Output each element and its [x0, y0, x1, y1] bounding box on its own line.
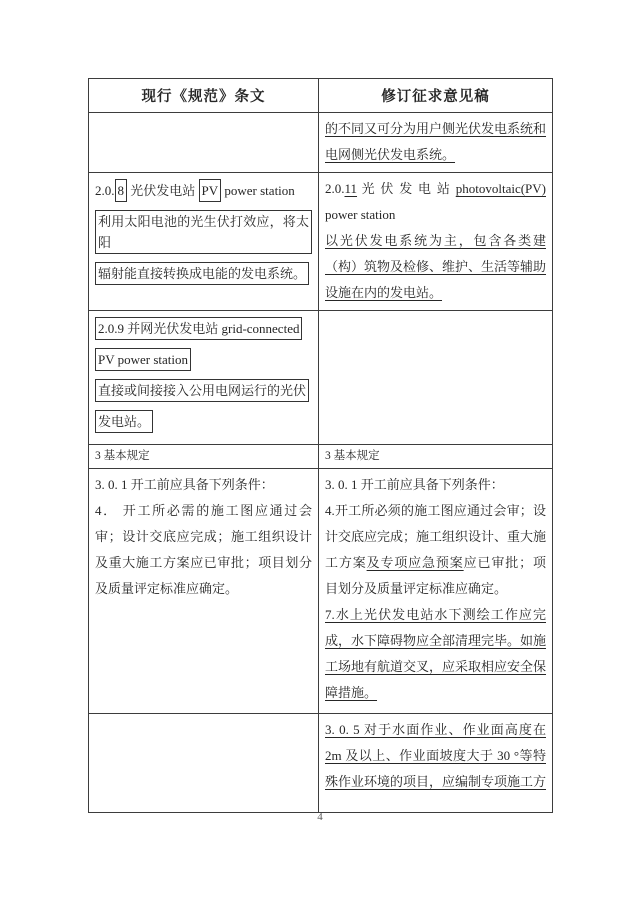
- right-cell: [319, 469, 553, 714]
- paragraph: [95, 409, 312, 435]
- paragraph: [325, 228, 546, 306]
- paragraph: [95, 261, 312, 287]
- inserted-text-run: 以光伏发电系统为主，包含各类建（构）筑物及检修、维护、生活等辅助设施在内的发电站。: [325, 233, 547, 300]
- text-run: 2.0.: [95, 183, 115, 198]
- right-cell: [319, 714, 553, 813]
- paragraph: [95, 378, 312, 404]
- paragraph: [325, 602, 546, 706]
- paragraph: [325, 176, 546, 228]
- inserted-text-run: 7.水上光伏发电站水下测绘工作应完成，水下障碍物应全部清理完毕。如施工场地有航道交叉，应采取相应安全保障措施。: [325, 607, 547, 700]
- deleted-text-run: 直接或间接接入公用电网运行的光伏: [95, 379, 309, 402]
- text-run: 3 基本规定: [325, 450, 380, 462]
- table-row: [89, 311, 553, 445]
- comparison-table: [88, 78, 553, 813]
- deleted-text-run: PV power station: [95, 348, 191, 371]
- table-row: [89, 445, 553, 469]
- right-cell: [319, 173, 553, 311]
- text-run: 3 基本规定: [95, 450, 150, 462]
- inserted-text-run: 的不同又可分为用户侧光伏发电系统和电网侧光伏发电系统。: [325, 121, 547, 162]
- header-current-standard: 现行《规范》条文: [89, 79, 319, 113]
- left-cell: [89, 469, 319, 714]
- deleted-text-run: 辐射能直接转换成电能的发电系统。: [95, 262, 309, 285]
- text-run: 3. 0. 1 开工前应具备下列条件：: [325, 477, 504, 492]
- table-header-row: [89, 79, 553, 113]
- header-revision-draft: 修订征求意见稿: [319, 79, 553, 113]
- deleted-text-run: 2.0.9 并网光伏发电站 grid-connected: [95, 317, 302, 340]
- left-cell: [89, 445, 319, 469]
- right-cell: [319, 311, 553, 445]
- right-cell: [319, 113, 553, 173]
- left-cell: [89, 113, 319, 173]
- table-row: [89, 469, 553, 714]
- deleted-text-run: 利用太阳电池的光生伏打效应，将太阳: [95, 210, 312, 254]
- text-run: power station: [221, 183, 295, 198]
- page-number: 4: [317, 811, 323, 823]
- text-run: 3. 0. 1 开工前应具备下列条件：: [95, 477, 274, 492]
- text-run: 光 伏 发 电 站: [357, 181, 456, 196]
- paragraph: [325, 448, 546, 464]
- deleted-text-run: PV: [199, 179, 222, 202]
- left-cell: [89, 311, 319, 445]
- inserted-text-run: 3. 0. 5 对于水面作业、作业面高度在 2m 及以上、作业面坡度大于 30 °等特殊作业环境的项目，应编制专项施工方: [325, 722, 547, 789]
- text-run: 2.0.: [325, 181, 345, 196]
- deleted-text-run: 发电站。: [95, 410, 153, 433]
- paragraph: [95, 448, 312, 464]
- paragraph: [95, 472, 312, 498]
- inserted-text-run: 11: [344, 181, 358, 196]
- inserted-text-run: 及专项应急预案: [366, 555, 464, 570]
- table-row: [89, 113, 553, 173]
- text-run: 4． 开工所必需的施工图应通过会审；设计交底应完成；施工组织设计及重大施工方案应已审批；项目划分及质量评定标准应确定。: [95, 503, 312, 596]
- left-cell: [89, 714, 319, 813]
- deleted-text-run: 8: [115, 179, 128, 202]
- right-cell: [319, 445, 553, 469]
- paragraph: [325, 717, 546, 795]
- paragraph: [95, 209, 312, 256]
- inserted-text-run: photovoltaic(PV): [455, 181, 546, 196]
- paragraph: [95, 347, 312, 373]
- text-run: 应已审批；项目划分及质量评定标准应确定。: [325, 555, 546, 596]
- paragraph: [325, 472, 546, 498]
- text-run: power station: [325, 207, 396, 222]
- table-row: [89, 714, 553, 813]
- table-row: [89, 173, 553, 311]
- text-run: 光伏发电站: [127, 183, 199, 198]
- paragraph: [95, 178, 312, 204]
- table-body: [89, 113, 553, 813]
- text-run: 4.开工所必须的施工图应通过会审；设计交底应完成；施工组织设计、重大施工方案: [325, 503, 547, 570]
- paragraph: [95, 316, 312, 342]
- paragraph: [325, 498, 546, 602]
- paragraph: [325, 116, 546, 168]
- left-cell: [89, 173, 319, 311]
- paragraph: [95, 498, 312, 602]
